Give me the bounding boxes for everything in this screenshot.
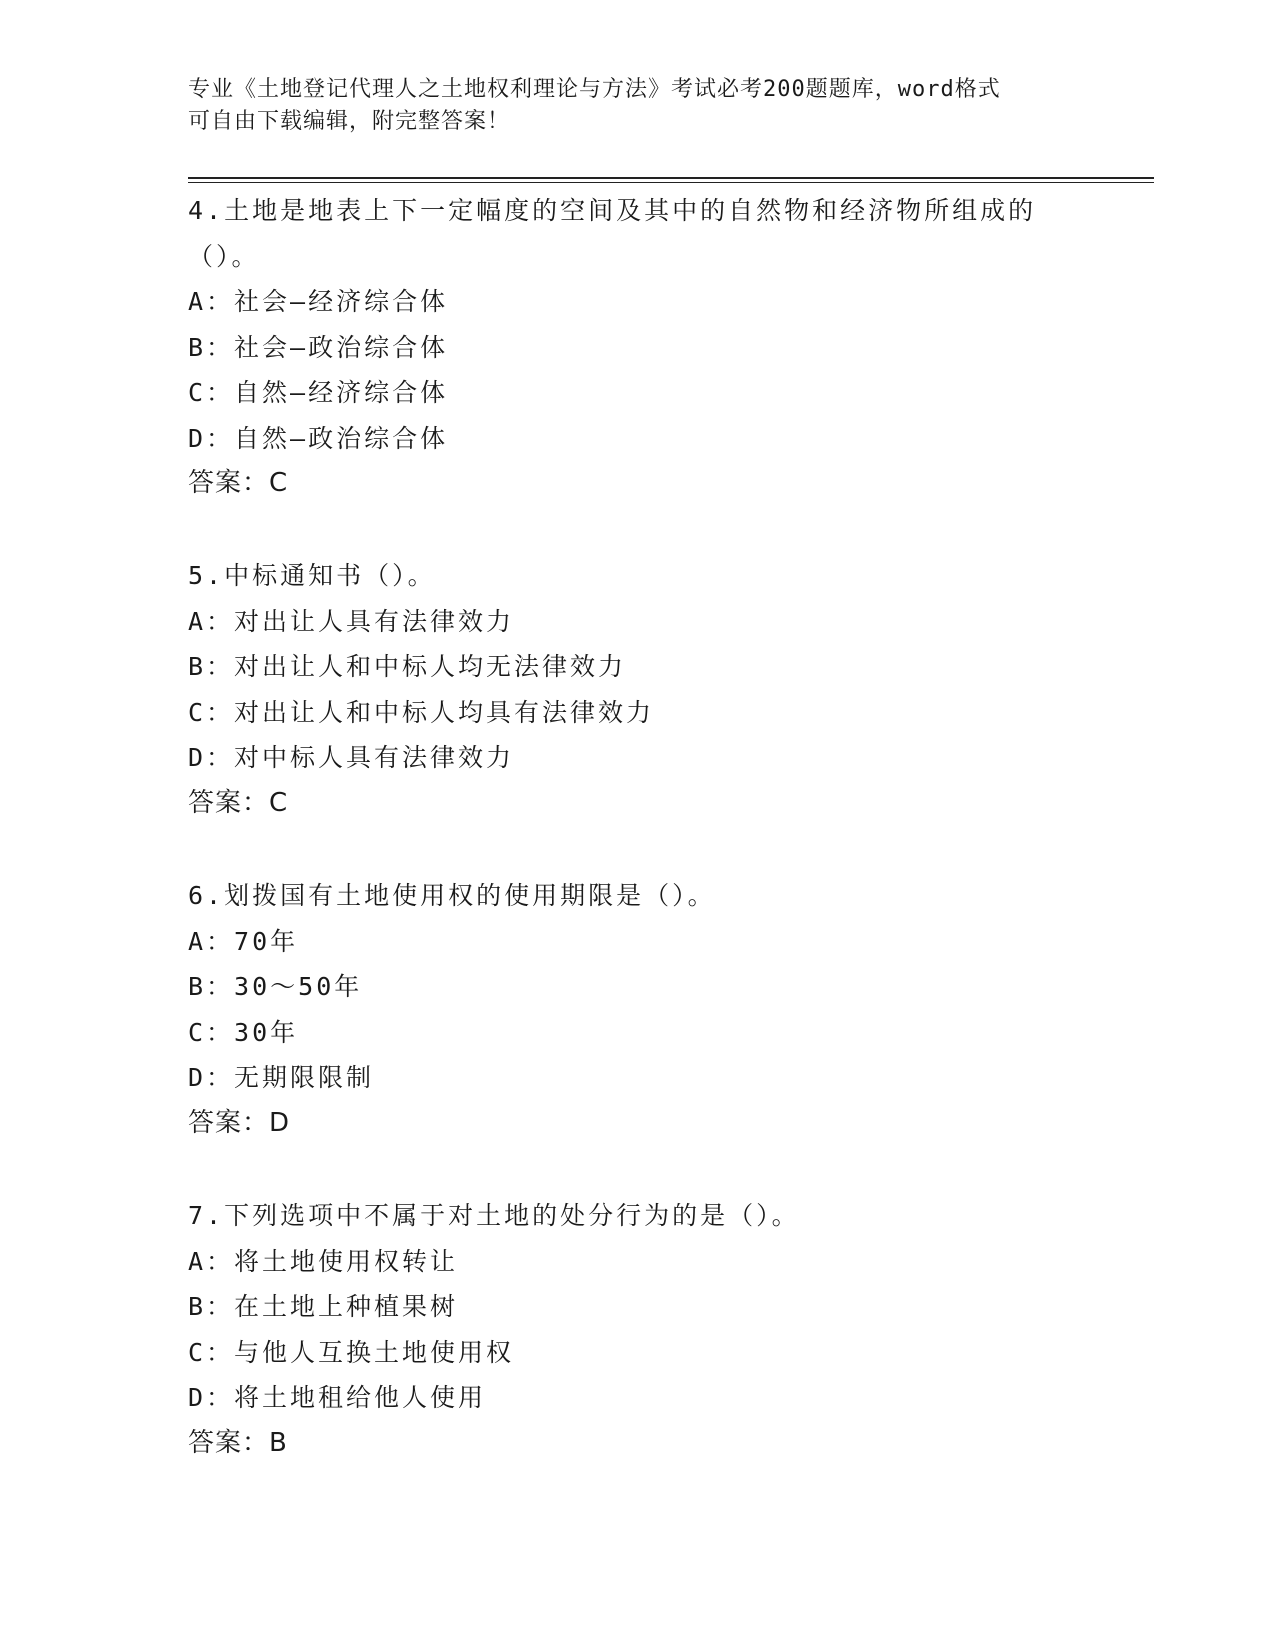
- option-c: C：自然—经济综合体: [188, 378, 449, 407]
- question-5: [188, 553, 1088, 826]
- option-c: C：与他人互换土地使用权: [188, 1337, 515, 1367]
- question-stem: 7.下列选项中不属于对土地的处分行为的是（）。: [188, 1201, 800, 1230]
- option-d: D：自然—政治综合体: [188, 423, 449, 453]
- option-d: D：对中标人具有法律效力: [188, 743, 515, 772]
- answer: 答案：B: [188, 1427, 288, 1458]
- question-4: [188, 188, 1088, 507]
- document-header: [188, 74, 1088, 138]
- answer: 答案：D: [188, 1107, 291, 1138]
- option-b: B：社会—政治综合体: [188, 332, 449, 362]
- option-a: A：社会—经济综合体: [188, 287, 449, 316]
- option-b: B：对出让人和中标人均无法律效力: [188, 652, 627, 681]
- option-b: B：30～50年: [188, 972, 363, 1001]
- header-divider-thin: [188, 182, 1154, 183]
- header-divider-thick: [188, 177, 1154, 179]
- answer: 答案：C: [188, 787, 289, 818]
- option-a: A：70年: [188, 926, 299, 956]
- header-line-1: 专业《土地登记代理人之土地权利理论与方法》考试必考200题题库，word格式: [188, 77, 1001, 102]
- option-c: C：30年: [188, 1017, 299, 1047]
- option-c: C：对出让人和中标人均具有法律效力: [188, 697, 655, 727]
- option-d: D：将土地租给他人使用: [188, 1383, 487, 1412]
- question-stem: 5.中标通知书（）。: [188, 561, 436, 590]
- option-b: B：在土地上种植果树: [188, 1292, 459, 1321]
- header-line-2: 可自由下载编辑，附完整答案！: [188, 109, 511, 134]
- question-stem: 4.土地是地表上下一定幅度的空间及其中的自然物和经济物所组成的: [188, 196, 1037, 225]
- answer: 答案：C: [188, 468, 289, 498]
- question-7: [188, 1193, 1088, 1466]
- option-a: A：将土地使用权转让: [188, 1246, 459, 1276]
- question-stem: 6.划拨国有土地使用权的使用期限是（）。: [188, 881, 716, 910]
- question-6: [188, 873, 1088, 1146]
- option-d: D：无期限限制: [188, 1063, 375, 1092]
- option-a: A：对出让人具有法律效力: [188, 606, 515, 636]
- question-stem-continued: （）。: [188, 241, 260, 271]
